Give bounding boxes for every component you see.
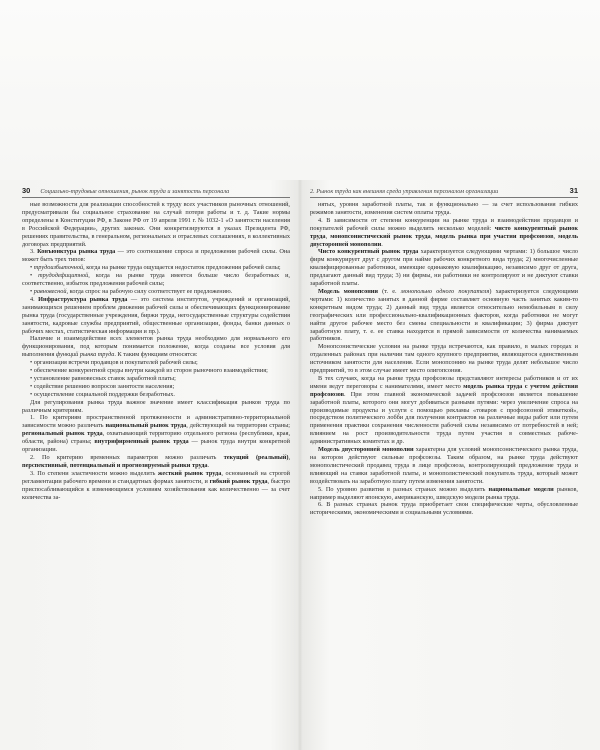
text-run: В тех случаях, когда на рынке труда профсоюзы представляют интересы работников и от их имени ведут переговоры с нанимателями, имеет место [310,374,578,390]
text-run: , когда на рынке труда ощущается недостаток предложения рабочей силы; [83,264,281,272]
right-paragraph [310,343,578,375]
text-run: , [325,232,331,240]
bold-term: Модель двусторонней монополии [318,446,414,454]
text-run: 2. По критерию временных параметров можно различать [30,454,224,461]
bold-term: Конъюнктура рынка труда [37,248,116,256]
right-paragraph [310,248,578,288]
left-page-body [22,201,290,501]
text-run: (т. е. [378,287,401,295]
left-header-title: Социально-трудовые отношения, рынок труда и занятость персонала [40,188,230,195]
text-run: 3. [30,248,38,256]
right-page-number: 31 [569,186,578,195]
left-paragraph [22,288,290,296]
right-paragraph [310,375,578,446]
left-paragraph [22,272,290,288]
text-run: , [288,454,290,461]
left-paragraph [22,414,290,454]
right-header-title: 2. Рынок труда как внешняя среда управления персоналом организации [310,188,499,195]
text-run: • [30,264,34,272]
bold-term: модель рынка труда с учетом действия профсоюзов [310,382,578,398]
text-run: , [66,461,70,469]
text-run: , когда на рынке труда имеется больше число безработных и, соответственно, избыток предложения рабочей силы; [22,272,290,288]
bold-term: текущий (реальный) [223,454,289,461]
left-paragraph [22,248,290,264]
bold-term: чисто конкурентный рынок труда [310,224,578,240]
bold-term: перспективный [22,461,67,469]
bold-term: национальный рынок труда [105,422,187,430]
text-run: Для регулирования рынка труда важное значение имеет классификация рынков труда по различным критериям. [22,398,290,414]
text-run: , действующий на территории страны; [186,422,290,430]
bold-term: внутрифирменный рынок труда [94,438,189,446]
left-paragraph [22,454,290,470]
right-page-body [310,201,578,517]
right-paragraph [310,486,578,502]
text-run: , [430,232,436,240]
italic-term: монопольно одного покупателя [400,287,490,295]
left-running-head [22,186,290,198]
italic-term: функций рынка труда [55,351,115,359]
left-paragraph [22,296,290,336]
left-paragraph [22,264,290,272]
bold-term: гибкий рынок труда [209,477,268,485]
text-run: • содействие решению вопросов занятости населения; [30,382,175,390]
italic-term: равновесной [33,287,67,295]
right-running-head [310,186,578,198]
bold-term: Инфраструктура рынка труда [38,295,128,303]
left-page-number: 30 [22,186,31,195]
left-paragraph [22,375,290,383]
text-run: , основанный на строгой регламентации рабочего времени и стандартных формах занятости, и [22,469,290,485]
text-run: • [30,272,39,280]
text-run: 6. В разных странах рынок труда приобретает свои специфические черты, обусловленные историческими, экономическими и социальными условиями. [310,501,578,517]
left-paragraph [22,359,290,367]
left-paragraph [22,391,290,399]
text-run: нятых, уровня заработной платы, так и функционально — за счет использования гибких режимов занятости, изменения систем оплаты труда. [310,201,578,216]
text-run: 4. [30,295,39,303]
text-run: . При этом главной экономической задачей профсоюзов является повышение заработной платы, которого они могут добиваться разными путями: через увеличение спроса на производимые продукты и услуги с помощью рекламы «товаров с профсоюзной этикеткой», посредством политического лобби для получения контрактов на различные виды работ или путем применения практики сохранения численности рабочей силы независимо от потребностей в ней; влиянием на рост производительности труда путем участия в совместных рабоче-административных комитетах и др. [310,390,578,446]
text-run: . К таким функциям относятся: [114,351,198,359]
text-run: — это соотношение спроса и предложения рабочей силы. Она может быть трех типов: [22,248,290,264]
text-run: • обеспечение конкурентной среды внутри каждой из сторон рыночного взаимодействия; [30,367,268,375]
text-run: 3. По степени эластичности можно выделить [30,469,158,477]
bold-term: национальные модели [488,485,554,493]
bold-term: потенциальный и прогнозируемый рынки труда [69,461,208,469]
bold-term: монопсонистический рынок труда [330,232,431,240]
bold-term: Модель монопсонии [318,287,379,295]
text-run: , [553,232,559,240]
text-run: , когда спрос на рабочую силу соответствует ее предложению. [66,287,233,295]
text-run: , охватывающий территорию отдельного региона (республики, края, области, района) страны; [22,430,290,446]
left-paragraph [22,201,290,248]
text-run: 5. По уровню развития в разных странах можно выделить [318,485,489,493]
left-page [22,186,290,738]
text-run: Наличие и взаимодействие всех элементов рынка труда необходимо для нормального его функционирования, под которым понимается положение, когда созданы все условия для выполнения [22,335,290,359]
left-paragraph [22,367,290,375]
text-run: рынков, например выделяют японскую, американскую, шведскую модели рынка труда. [310,485,578,501]
text-run: 4. В зависимости от степени конкуренции на рынке труда и взаимодействия продавцов и покупателей рабочей силы можно выделить несколько моделей: [310,216,578,232]
blank-top-area [0,0,600,180]
bold-term: жесткий рынок труда [157,469,222,477]
text-run: . [207,461,210,469]
text-run: ) характеризуется следующими чертами: 1) количество занятых в данной фирме составляет основную часть занятых каким-то конкретным видом труда; 2) данный вид труда является относительно немобильным в силу географических или профессионально-квалификационных факторов, когда работники не могут найти другое рабочее место без смены специальности и квалификации; 3) фирма диктует заработную плату, т. е. ее ставка находится в прямой зависимости от количества нанимаемых работников. [310,287,578,343]
text-run: , быстро приспосабливающийся к изменяющимся условиям хозяйствования как количественно — за счет количества за- [22,477,290,501]
right-paragraph [310,501,578,517]
left-paragraph [22,399,290,415]
right-paragraph [310,201,578,217]
text-run: • осуществление социальной поддержки безработных. [30,390,175,398]
left-paragraph [22,383,290,391]
text-run: . [381,240,383,248]
text-run: 1. По критериям пространственной протяженности и административно-территориальной зависимости можно различать [22,414,290,430]
right-page [310,186,578,738]
italic-term: трудоизбыточной [33,264,84,272]
bold-term: региональный рынок труда [22,430,103,438]
right-paragraph [310,288,578,343]
bold-term: модель рынка при участии профсоюзов [435,232,554,240]
text-run: характерна для условий монопсонистического рынка труда, на котором действуют сильные профсоюзы. Таким образом, на рынке труда действуют монополистический продавец труда в лице профсоюза, контролирующий предложение труда и влияющий на ставки заработной платы, и монополистический покупатель труда, который может воздействовать на заработную плату путем изменения занятости. [310,446,578,485]
bold-term: модель двусторонней монополии [310,232,578,248]
italic-term: трудодефицитной [38,272,89,280]
text-run: • организация встречи продавцов и покупателей рабочей силы; [30,359,198,367]
text-run: ные возможности для реализации способностей к труду всех участников рыночных отношений, предусматривали бы социальное страхование на случай потери работы и т. д. Такие нормы определены в Конституции РФ, в Законе РФ от 19 апреля 1991 г. № 1032-1 «О занятости населения в Российской Федерации», других законах. Они конкретизируются в указах Президента РФ, решениях правительства, в генеральном, региональных и отраслевых соглашениях, в коллективных договорах предприятий. [22,201,290,248]
left-paragraph [22,470,290,502]
text-run: — рынок труда внутри конкретной организации. [22,438,290,454]
text-run: • [30,287,34,295]
text-run: Монопсонистические условия на рынке труда встречаются, как правило, в малых городах и отдаленных районах при наличии там одного крупного предприятия, являющегося единственным источником занятости для населения. Если монопсонию на рынке труда делят небольшое число предприятий, то в этом случае имеет место олигопсония. [310,343,578,375]
right-paragraph [310,446,578,486]
text-run: — это система институтов, учреждений и организаций, занимающихся решением проблем движения рабочей силы и обеспечивающих функционирование рынка труда (государственные учреждения, биржи труда, негосударственные структуры содействия занятости, кадровые службы предприятий, общественные организации, фонды, банки данных о рабочих местах, статистическая информация и пр.). [22,295,290,335]
text-run: характеризуется следующими чертами: 1) большое число фирм конкурирует друг с другом при найме рабочих конкретного вида труда; 2) многочисленные квалифицированные работники, имеющие одинаковую квалификацию, независимо друг от друга, предлагают данный вид труда; 3) ни фирмы, ни работники не контролируют и не диктуют ставки заработной платы. [310,248,578,288]
bold-term: Чисто конкурентный рынок труда [318,248,419,256]
left-paragraph [22,335,290,359]
right-paragraph [310,217,578,249]
text-run: • установление равновесных ставок заработной платы; [30,374,176,382]
